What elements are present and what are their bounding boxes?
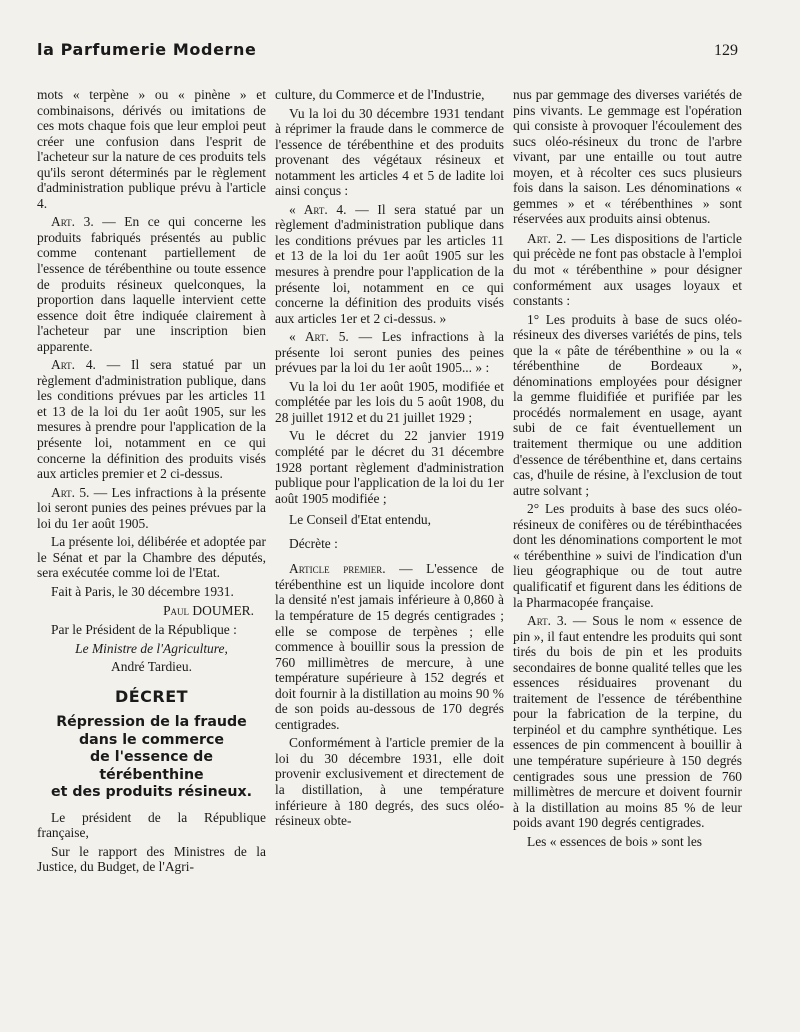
- article-label: Art. 4.: [51, 357, 96, 373]
- article-text: — En ce qui concerne les produits fabriqués présentés au public comme contenant partiellement de l'essence de térébenthine ou toute essence de produits résineux quelconques, la proportion dans laquelle intervient cette essence doit être indiquée clairement à l'acheteur par une inscription bien apparente.: [37, 214, 266, 354]
- paragraph: Sur le rapport des Ministres de la Justice, du Budget, de l'Agri-: [37, 843, 266, 875]
- paragraph: 1° Les produits à base de sucs oléo-résineux des diverses variétés de pins, tels que la « pâte de térébenthine » ou la « térébenthine de Bordeaux », dénominations employées pour désigner la gemme fluidifiée et purifiée par les procédés normalement en usage, ayant subi de ce fait éventuellement un traitement thermique ou une addition d'essence de térébenthine et, dans certains cas, d'huile de résine, à l'exclusion de tout autre solvant ;: [513, 311, 742, 498]
- article-3-paragraph: [37, 214, 266, 354]
- paragraph: La présente loi, délibérée et adoptée par le Sénat et par la Chambre des députés, sera exécutée comme loi de l'Etat.: [37, 534, 266, 581]
- article-text: — Il sera statué par un règlement d'administration publique, dans les conditions prévues par les articles 11 et 13 de la loi du 1er août 1905, sur les mesures à prendre pour l'application de la présente loi, notamment en ce qui concerne la définition des produits visés aux articles premier et 2 ci-dessus.: [37, 357, 267, 482]
- column-3: [513, 87, 742, 852]
- article-3-paragraph: [513, 613, 742, 831]
- article-label: Art. 3.: [51, 214, 94, 230]
- quoted-article-5: [275, 329, 504, 376]
- article-text: — Les dispositions de l'article qui précède ne font pas obstacle à l'emploi du mot « térébenthine » pour désigner conformément aux usages loyaux et constants :: [513, 230, 742, 309]
- decret-subtitle: [37, 714, 266, 802]
- paragraph: 2° Les produits à base des sucs oléo-résineux de conifères ou de térébinthacées dont les dénominations comportent le mot « térébenthine » suivi de l'indication d'un lieu géographique ou de tout autre qualificatif et figurent dans les éditions de la Pharmacopée française.: [513, 501, 742, 610]
- article-premier-paragraph: [275, 561, 504, 732]
- article-text: — Les infractions à la présente loi seront punies des peines prévues par la loi du 1er août 1905... » :: [275, 329, 504, 376]
- article-text: — Il sera statué par un règlement d'administration publique dans les conditions prévues par les articles 11 et 13 de la loi du 1er août 1905 sur les mesures à prendre pour l'application de la présente loi, notamment en ce qui concerne la définition des produits visés aux articles 1er et 2 ci-dessus. »: [275, 201, 504, 326]
- quoted-article-4: [275, 202, 504, 326]
- article-label: « Art. 5.: [289, 329, 349, 345]
- paragraph: Le président de la République française,: [37, 809, 266, 841]
- article-label: Article premier.: [289, 561, 386, 577]
- paragraph: Les « essences de bois » sont les: [527, 833, 703, 849]
- decrete-line: Décrète :: [289, 535, 338, 551]
- minister-title: Le Ministre de l'Agriculture,: [75, 640, 228, 656]
- article-text: — Les infractions à la présente loi seront punies des peines prévues par la loi du 1er août 1905.: [37, 484, 267, 531]
- article-text: — Sous le nom « essence de pin », il faut entendre les produits qui sont tirés du bois de pin et les produits secondaires de bonne qualité telles que les essences résiduaires provenant du traitement de l'essence de térébenthine pour la fabrication de la terpine, du terpinéol et du camphre synthétique. Les essences de pin commencent à bouillir à une température supérieure à 150 degrés centigrades sous une pression de 760 millimètres de mercure et doivent fournir à la distillation au moins 85 % de leur poids avant 190 degrés centigrades.: [513, 613, 742, 831]
- column-2: [275, 87, 504, 832]
- paragraph: culture, du Commerce et de l'Industrie,: [275, 87, 485, 102]
- paragraph: Vu le décret du 22 janvier 1919 complété par le décret du 31 décembre 1928 portant règlement d'administration publique pour l'application de la loi du 1er août 1905 modifiée ;: [275, 428, 504, 506]
- article-2-paragraph: [513, 231, 742, 309]
- paragraph: Par le Président de la République :: [51, 622, 237, 638]
- column-1: [37, 87, 266, 878]
- page-number: 129: [714, 42, 738, 59]
- decret-heading: DÉCRET: [114, 686, 189, 706]
- journal-title: la Parfumerie Moderne: [37, 40, 257, 59]
- paragraph: Vu la loi du 1er août 1905, modifiée et complétée par les lois du 5 août 1908, du 28 juillet 1912 et du 21 juillet 1929 ;: [275, 378, 504, 425]
- article-label: Art. 2.: [527, 230, 567, 246]
- decret-subtitle-line: Répression de la fraude: [56, 714, 247, 731]
- article-5-paragraph: [37, 485, 266, 532]
- paragraph: Vu la loi du 30 décembre 1931 tendant à réprimer la fraude dans le commerce de l'essence de térébenthine et des produits provenant des végétaux résineux et notamment les articles 4 et 5 de ladite loi ainsi conçus :: [275, 105, 504, 199]
- article-text: — L'essence de térébenthine est un liquide incolore dont la densité n'est jamais inférieure à 0,860 à la température de 15 degrés centigrades ; elle se compose de terpènes ; elle commence à bouillir sous la pression de 760 millimètres de mercure, à une température supérieure à 152 degrés et doit fournir à la distillation au moins 90 % de son poids au-dessous de 170 degrés centigrades.: [275, 561, 504, 732]
- article-label: Art. 5.: [51, 484, 90, 500]
- paragraph: mots « terpène » ou « pinène » et combinaisons, dérivés ou imitations de ces mots chaque fois que leur emploi peut créer une confusion dans l'esprit de l'acheteur sur la nature de ces produits tels qu'ils seront déterminés par le règlement d'administration publique prévu à l'article 4.: [37, 87, 266, 211]
- article-4-paragraph: [37, 357, 266, 481]
- article-label: Art. 3.: [527, 613, 568, 629]
- article-label: « Art. 4.: [289, 201, 347, 217]
- page-header: [37, 40, 738, 60]
- minister-name: André Tardieu.: [111, 659, 192, 675]
- decret-subtitle-line: de l'essence de térébenthine: [90, 749, 213, 783]
- decret-subtitle-line: et des produits résineux.: [51, 784, 252, 801]
- decret-subtitle-line: dans le commerce: [78, 731, 224, 748]
- paragraph: Conformément à l'article premier de la loi du 30 décembre 1931, elle doit provenir exclusivement et directement de la distillation, à une température inférieure à 180 degrés, des sucs oléo-résineux obte-: [275, 735, 504, 829]
- paragraph: Le Conseil d'Etat entendu,: [289, 512, 431, 528]
- paragraph: nus par gemmage des diverses variétés de pins vivants. Le gemmage est l'opération qui consiste à provoquer l'écoulement des sucs oléo-résineux du tronc de l'arbre vivant, par une entaille ou tout autre moyen, et à récolter ces sucs plusieurs fois dans la saison. Les dénominations « gemmes » et « térébenthines » sont réservées aux produits ainsi obtenus.: [513, 87, 742, 227]
- paragraph: Fait à Paris, le 30 décembre 1931.: [51, 583, 234, 599]
- signature: Paul DOUMER.: [163, 602, 254, 618]
